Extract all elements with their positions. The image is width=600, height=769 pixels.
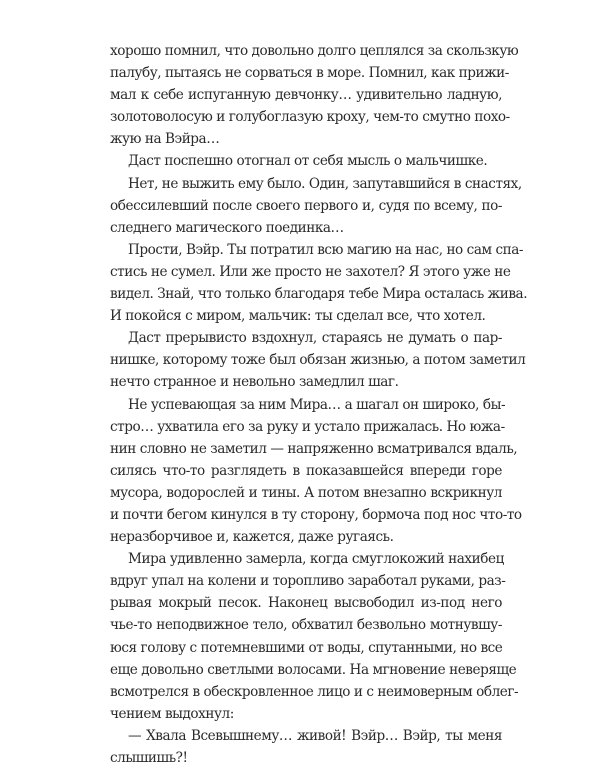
paragraph-1	[110, 40, 519, 150]
text-line: Мира удивленно замерла, когда смуглокожий нахибец	[128, 551, 504, 568]
text-line: нечто странное и невольно замедлил шаг.	[110, 374, 399, 391]
text-line: обессилевший после своего первого и, судя по всему, по-	[110, 197, 502, 214]
paragraph-8	[110, 725, 502, 769]
text-line: неразборчивое и, кажется, даже ругаясь.	[110, 529, 394, 546]
text-line: Даст прерывисто вздохнул, стараясь не думать о пар-	[128, 330, 502, 347]
text-line: чье-то неподвижное тело, обхватил безвольно мотнувшу-	[110, 617, 502, 634]
text-line: мал к себе испуганную девчонку… удивительно ладную,	[110, 87, 502, 104]
text-line: рывая мокрый песок. Наконец высвободил из-под него	[110, 595, 502, 612]
text-line: видел. Знай, что только благодаря тебе Мира осталась жива.	[110, 286, 528, 303]
text-line: Не успевающая за ним Мира… а шагал он широко, бы-	[128, 396, 506, 413]
paragraph-2	[110, 150, 502, 172]
text-line: всмотрелся в обескровленное лицо и с неимоверным облег-	[110, 683, 519, 700]
paragraph-7	[110, 548, 519, 725]
text-line: чением выдохнул:	[110, 705, 234, 722]
text-line: Нет, не выжить ему было. Один, запутавшийся в снастях,	[128, 175, 522, 192]
paragraph-5	[110, 327, 526, 393]
text-line: Прости, Вэйр. Ты потратил всю магию на нас, но сам спа-	[128, 241, 524, 258]
text-line: нишке, которому тоже был обязан жизнью, а потом заметил	[110, 352, 526, 369]
text-line: нин словно не заметил — напряженно всматривался вдаль,	[110, 440, 518, 457]
paragraph-6	[110, 394, 522, 549]
text-line: силясь что-то разглядеть в показавшейся впереди горе	[110, 462, 502, 479]
text-line: палубу, пытаясь не сорваться в море. Помнил, как прижи-	[110, 65, 509, 82]
text-line: юся голову с потемневшими от воды, спутанными, но все	[110, 639, 503, 656]
text-line: следнего магического поединка…	[110, 219, 344, 236]
paragraph-4	[110, 239, 528, 327]
text-line: Даст поспешно отогнал от себя мысль о мальчишке.	[128, 153, 488, 170]
text-line: золотоволосую и голубоглазую кроху, чем-то смутно похо-	[110, 109, 510, 126]
text-line: вдруг упал на колени и торопливо заработал руками, раз-	[110, 573, 506, 590]
text-line: слышишь?!	[110, 750, 188, 766]
text-line: И покойся с миром, мальчик: ты сделал все, что хотел.	[110, 308, 486, 325]
text-line: стро… ухватила его за руку и устало прижалась. Но южа-	[110, 418, 505, 435]
book-page	[110, 40, 528, 769]
text-line: стись не сумел. Или же просто не захотел? Я этого уже не	[110, 263, 511, 280]
paragraph-3	[110, 173, 522, 239]
text-line: — Хвала Всевышнему… живой! Вэйр… Вэйр, ты меня	[128, 727, 502, 744]
text-line: и почти бегом кинулся в ту сторону, бормоча под нос что-то	[110, 506, 522, 523]
text-line: мусора, водорослей и тины. А потом внезапно вскрикнул	[110, 484, 502, 501]
text-line: хорошо помнил, что довольно долго цеплялся за скользкую	[110, 43, 519, 59]
text-line: еще довольно светлыми волосами. На мгновение неверяще	[110, 661, 517, 678]
text-line: жую на Вэйра…	[110, 131, 220, 148]
